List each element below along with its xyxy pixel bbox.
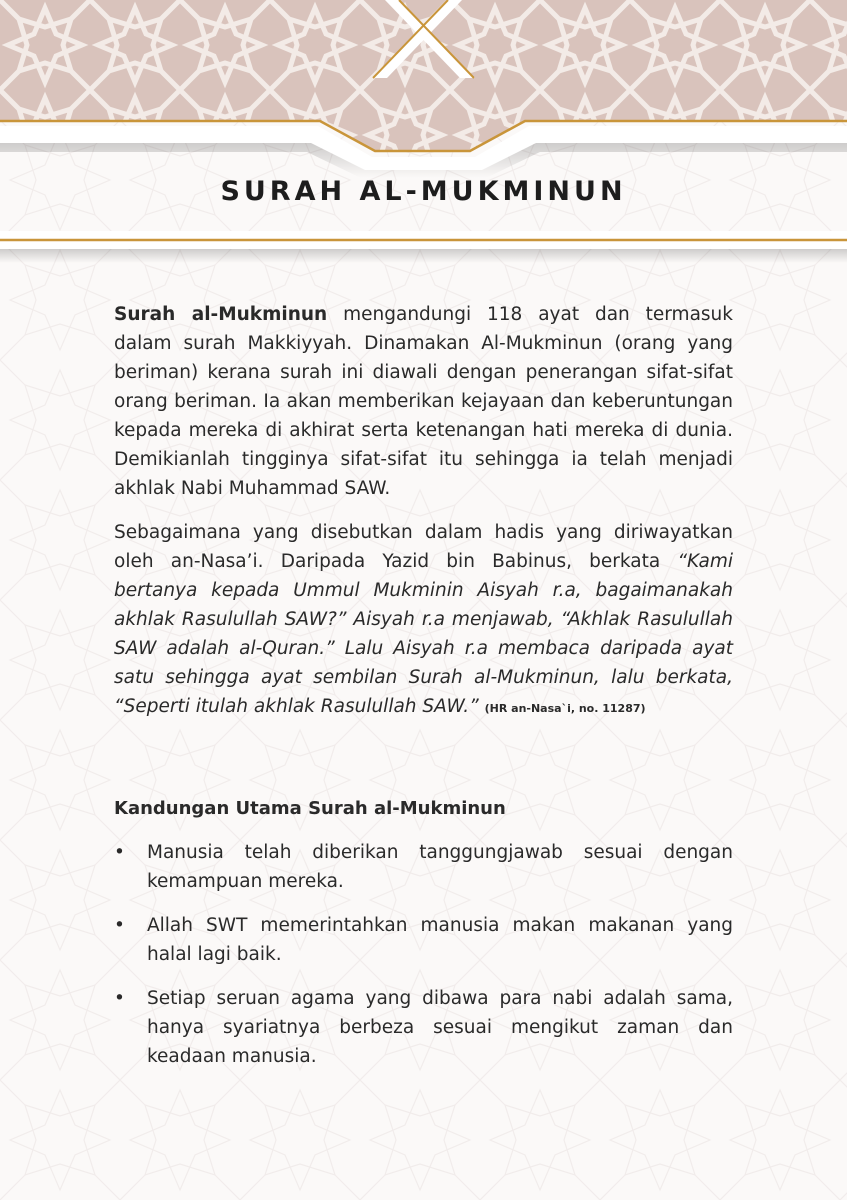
intro-paragraph — [114, 300, 733, 503]
bullet-icon: • — [114, 915, 125, 936]
intro-lead: Surah al-Mukminun — [114, 304, 328, 325]
list-item — [114, 911, 733, 969]
intro-body: mengandungi 118 ayat dan termasuk dalam surah Makkiyyah. Dinamakan Al-Mukminun (orang yang beriman) kerana surah ini diawali dengan penerangan sifat-sifat orang beriman. Ia akan memberikan kejayaan dan keberuntungan kepada mereka di akhirat serta ketenangan hati mereka di dunia. Demikianlah tingginya sifat-sifat itu sehingga ia telah menjadi akhlak Nabi Muhammad SAW. — [114, 304, 733, 499]
hadith-text: Sebagaimana yang disebutkan dalam hadis yang diriwayatkan oleh an-Nasa’i. Daripada Yazid bin Babinus, berkata — [114, 522, 733, 572]
list-item — [114, 838, 733, 896]
list-item-text: Setiap seruan agama yang dibawa para nabi adalah sama, hanya syariatnya berbeza sesuai mengikut zaman dan keadaan manusia. — [147, 988, 733, 1067]
content-list — [114, 838, 733, 1071]
section-heading: Kandungan Utama Surah al-Mukminun — [114, 798, 506, 819]
page-content — [114, 300, 733, 1086]
hadith-paragraph — [114, 518, 733, 723]
bullet-icon: • — [114, 988, 125, 1009]
list-item-text: Allah SWT memerintahkan manusia makan makanan yang halal lagi baik. — [147, 915, 733, 965]
hadith-citation: (HR an-Nasa`i, no. 11287) — [484, 702, 646, 715]
bullet-icon: • — [114, 842, 125, 863]
list-item-text: Manusia telah diberikan tanggungjawab sesuai dengan kemampuan mereka. — [147, 842, 733, 892]
list-item — [114, 984, 733, 1071]
page-title: SURAH AL-MUKMINUN — [220, 176, 627, 207]
hadith-quote: “Kami bertanya kepada Ummul Mukminin Aisyah r.a, bagaimanakah akhlak Rasulullah SAW?” Aisyah r.a menjawab, “Akhlak Rasulullah SAW adalah al-Quran.” Lalu Aisyah r.a membaca daripada ayat satu sehingga ayat sembilan Surah al-Mukminun, lalu berkata, “Seperti itulah akhlak Rasulullah SAW.” — [114, 551, 733, 717]
